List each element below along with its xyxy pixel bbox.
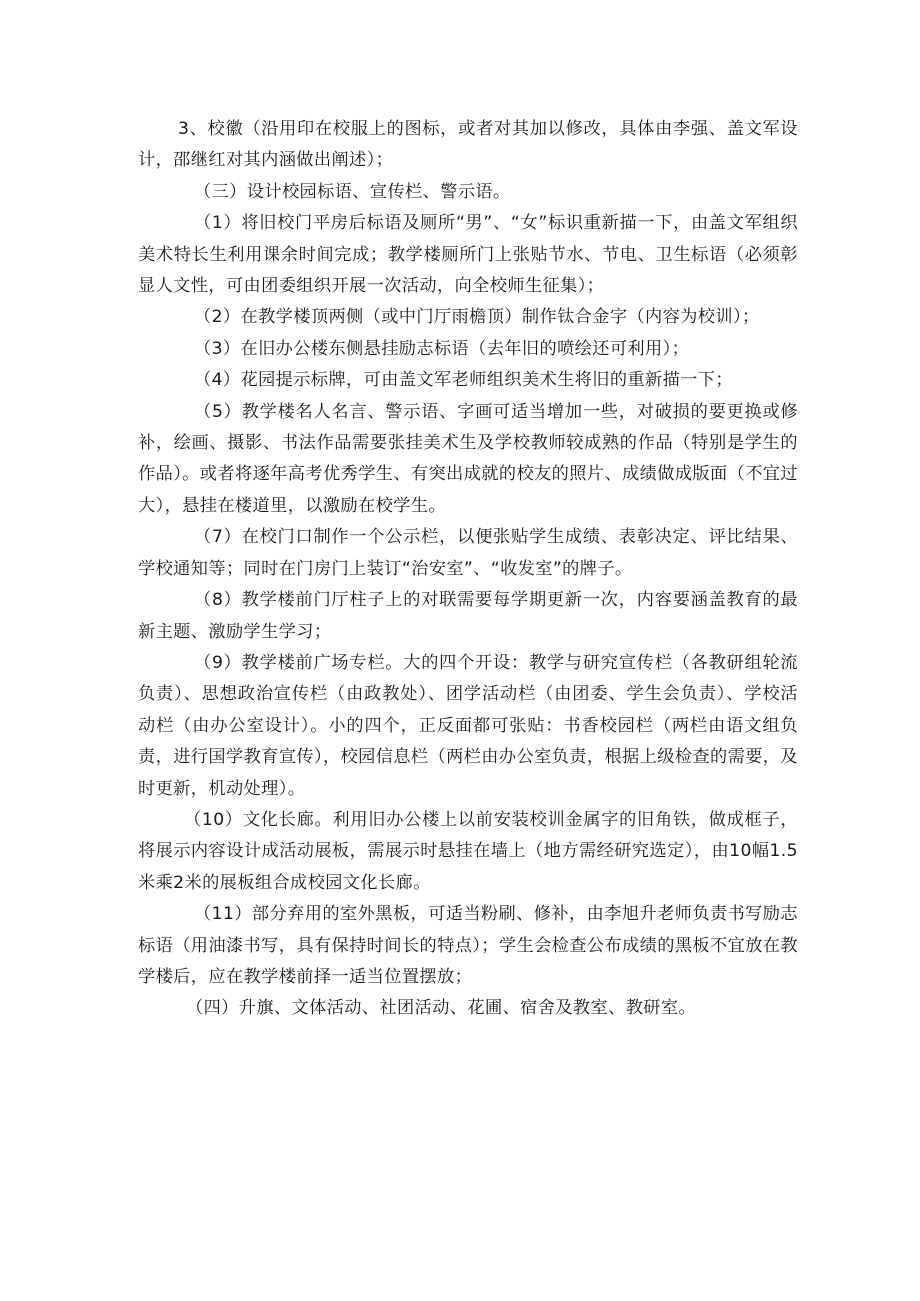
paragraph-item-11: （11）部分弃用的室外黑板，可适当粉刷、修补，由李旭升老师负责书写励志标语（用油漆书写，具有保持时间长的特点）；学生会检查公布成绩的黑板不宜放在教学楼后，应在教学楼前择一适当位置摆放； bbox=[138, 904, 798, 987]
paragraph-item-2: （2）在教学楼顶两侧（或中门厅雨檐顶）制作钛合金字（内容为校训）； bbox=[194, 307, 760, 328]
paragraph-item-7: （7）在校门口制作一个公示栏，以便张贴学生成绩、表彰决定、评比结果、学校通知等；同时在门房门上装订“治安室”、“收发室”的牌子。 bbox=[138, 527, 798, 579]
paragraph-school-badge: 3、校徽（沿用印在校服上的图标，或者对其加以修改，具体由李强、盖文军设计，邵继红对其内涵做出阐述）； bbox=[138, 119, 798, 171]
paragraph-item-10: （10）文化长廊。利用旧办公楼上以前安装校训金属字的旧角铁，做成框子，将展示内容设计成活动展板，需展示时悬挂在墙上（地方需经研究选定），由10幅1.5米乘2米的展板组合成校园文化长廊。 bbox=[138, 809, 798, 893]
paragraph-item-4: （4）花园提示标牌，可由盖文军老师组织美术生将旧的重新描一下； bbox=[194, 370, 733, 391]
paragraph-item-9: （9）教学楼前广场专栏。大的四个开设：教学与研究宣传栏（各教研组轮流负责）、思想政治宣传栏（由政教处）、团学活动栏（由团委、学生会负责）、学校活动栏（由办公室设计）。小的四个，正反面都可张贴：书香校园栏（两栏由语文组负责，进行国学教育宣传），校园信息栏（两栏由办公室负责，根据上级检查的需要，及时更新，机动处理）。 bbox=[138, 652, 798, 799]
document-body bbox=[138, 114, 798, 1025]
paragraph-item-5: （5）教学楼名人名言、警示语、字画可适当增加一些，对破损的要更换或修补，绘画、摄影、书法作品需要张挂美术生及学校教师较成熟的作品（特别是学生的作品）。或者将逐年高考优秀学生、有突出成就的校友的照片、成绩做成版面（不宜过大），悬挂在楼道里，以激励在校学生。 bbox=[138, 401, 798, 516]
paragraph-item-8: （8）教学楼前门厅柱子上的对联需要每学期更新一次，内容要涵盖教育的最新主题、激励学生学习； bbox=[138, 590, 798, 642]
section-heading-activities: （四）升旗、文体活动、社团活动、花圃、宿舍及教室、教研室。 bbox=[186, 998, 697, 1019]
section-heading-slogans: （三）设计校园标语、宣传栏、警示语。 bbox=[194, 181, 511, 202]
paragraph-item-3: （3）在旧办公楼东侧悬挂励志标语（去年旧的喷绘还可利用）； bbox=[194, 338, 690, 359]
paragraph-item-1: （1）将旧校门平房后标语及厕所“男”、“女”标识重新描一下，由盖文军组织美术特长生利用课余时间完成；教学楼厕所门上张贴节水、节电、卫生标语（必须彰显人文性，可由团委组织开展一次活动，向全校师生征集）； bbox=[138, 213, 798, 297]
